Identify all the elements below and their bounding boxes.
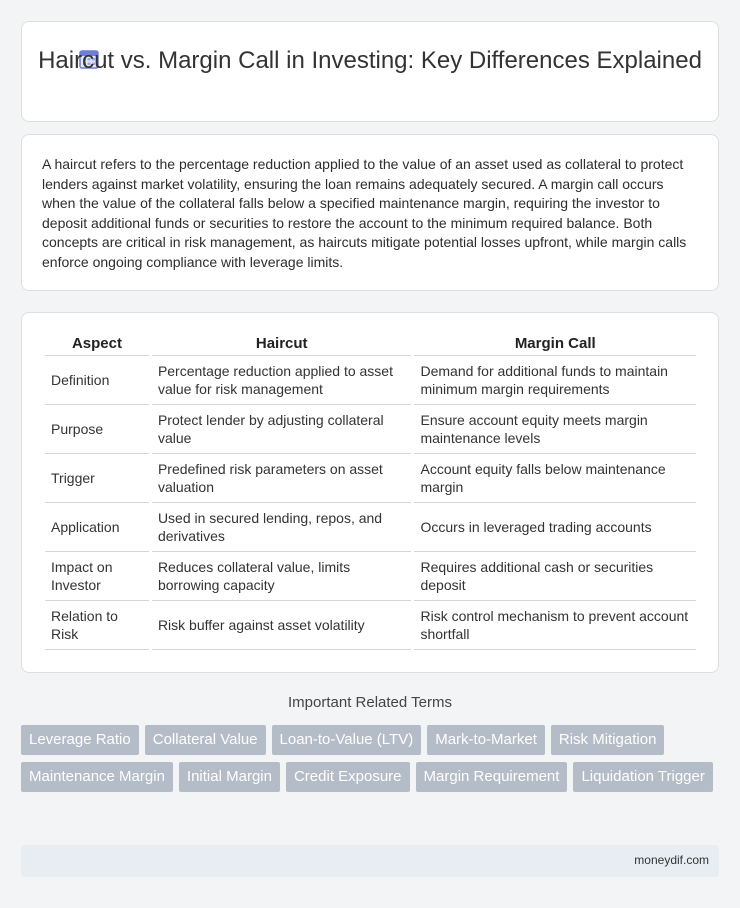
table-header-row <box>45 332 696 356</box>
cell-margin-call: Requires additional cash or securities deposit <box>414 552 696 601</box>
related-terms-list <box>21 725 721 792</box>
table-row <box>45 454 696 503</box>
cell-aspect: Purpose <box>45 405 149 454</box>
cell-margin-call: Demand for additional funds to maintain minimum margin requirements <box>414 356 696 405</box>
table-row <box>45 356 696 405</box>
cell-margin-call: Account equity falls below maintenance margin <box>414 454 696 503</box>
table-row <box>45 405 696 454</box>
related-term-tag[interactable]: Credit Exposure <box>286 762 410 792</box>
cell-margin-call: Occurs in leveraged trading accounts <box>414 503 696 552</box>
cell-margin-call: Ensure account equity meets margin maintenance levels <box>414 405 696 454</box>
header-aspect: Aspect <box>45 332 149 356</box>
page-title: Haircut vs. Margin Call in Investing: Key Differences Explained <box>38 47 702 74</box>
cell-aspect: Definition <box>45 356 149 405</box>
title-card <box>21 21 719 122</box>
cell-aspect: Relation to Risk <box>45 601 149 650</box>
related-term-tag[interactable]: Maintenance Margin <box>21 762 173 792</box>
cell-aspect: Trigger <box>45 454 149 503</box>
header-margin-call: Margin Call <box>414 332 696 356</box>
footer <box>21 845 719 877</box>
related-term-tag[interactable]: Margin Requirement <box>416 762 568 792</box>
cell-haircut: Protect lender by adjusting collateral value <box>152 405 412 454</box>
cell-aspect: Impact on Investor <box>45 552 149 601</box>
related-term-tag[interactable]: Collateral Value <box>145 725 266 755</box>
summary-card <box>21 134 719 291</box>
cell-haircut: Risk buffer against asset volatility <box>152 601 412 650</box>
header-haircut: Haircut <box>152 332 412 356</box>
table-row <box>45 552 696 601</box>
table-row <box>45 503 696 552</box>
summary-text: A haircut refers to the percentage reduction applied to the value of an asset used as collateral to protect lenders against market volatility, ensuring the loan remains adequately secured. A margin call occurs when the value of the collateral falls below a specified maintenance margin, requiring the investor to deposit additional funds or securities to restore the account to the minimum required balance. Both concepts are critical in risk management, as haircuts mitigate potential losses upfront, while margin calls enforce ongoing compliance with leverage limits. <box>42 156 687 270</box>
cell-aspect: Application <box>45 503 149 552</box>
related-term-tag[interactable]: Liquidation Trigger <box>573 762 712 792</box>
cell-haircut: Predefined risk parameters on asset valuation <box>152 454 412 503</box>
table-row <box>45 601 696 650</box>
related-term-tag[interactable]: Loan-to-Value (LTV) <box>272 725 422 755</box>
footer-site-link[interactable]: moneydif.com <box>634 853 709 867</box>
related-term-tag[interactable]: Initial Margin <box>179 762 280 792</box>
comparison-table-card <box>21 312 719 673</box>
cell-haircut: Percentage reduction applied to asset value for risk management <box>152 356 412 405</box>
cell-haircut: Reduces collateral value, limits borrowing capacity <box>152 552 412 601</box>
related-term-tag[interactable]: Mark-to-Market <box>427 725 545 755</box>
related-terms-heading: Important Related Terms <box>288 694 452 711</box>
cell-margin-call: Risk control mechanism to prevent account shortfall <box>414 601 696 650</box>
comparison-table <box>42 332 699 650</box>
related-term-tag[interactable]: Leverage Ratio <box>21 725 139 755</box>
related-term-tag[interactable]: Risk Mitigation <box>551 725 665 755</box>
cell-haircut: Used in secured lending, repos, and derivatives <box>152 503 412 552</box>
